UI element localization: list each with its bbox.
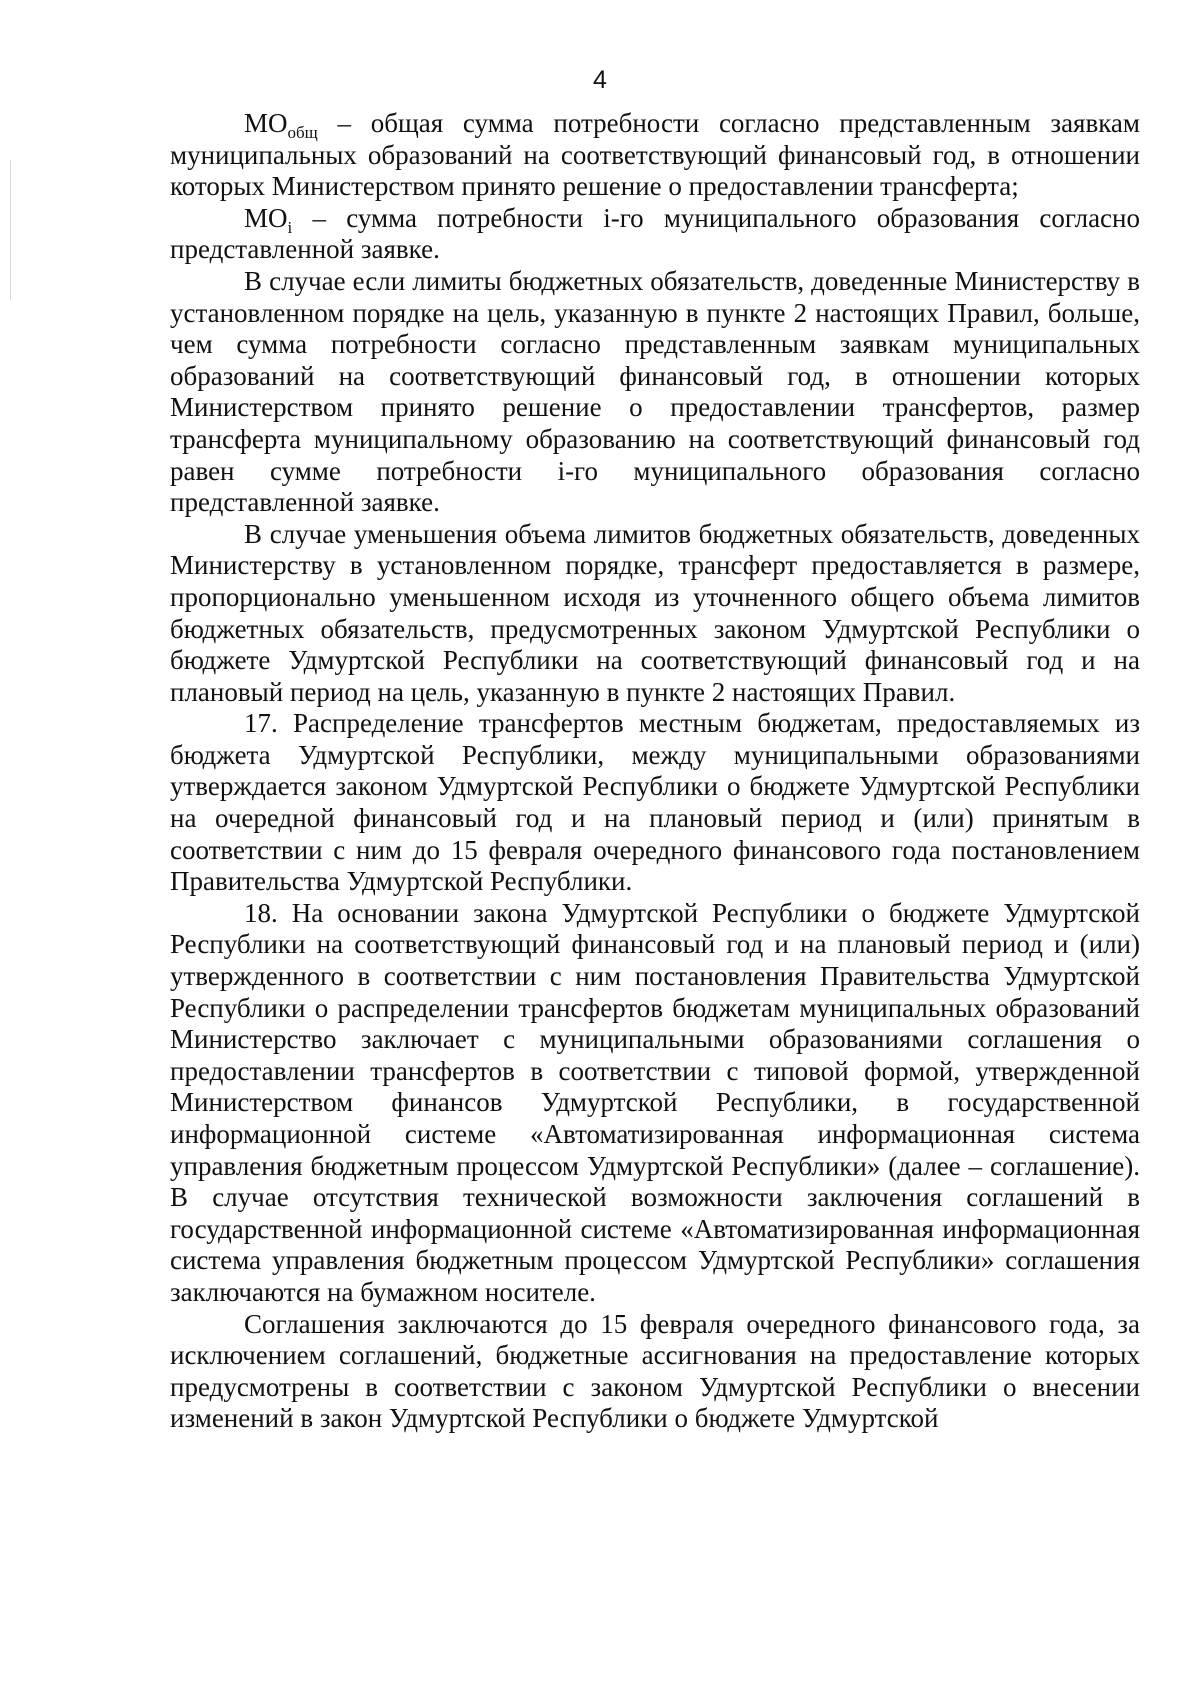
definition-mo-total (170, 108, 1140, 203)
symbol-subscript: общ (287, 123, 318, 142)
paragraph-limits-greater: В случае если лимиты бюджетных обязательств, доведенные Министерству в установленном порядке на цель, указанную в пункте 2 настоящих Правил, больше, чем сумма потребности согласно представленным заявкам муниципальных образований на соответствующий финансовый год, в отношении которых Министерством принято решение о предоставлении трансфертов, размер трансферта муниципальному образованию на соответствующий финансовый год равен сумме потребности i-го муниципального образования согласно представленной заявке. (170, 265, 1140, 518)
document-body (170, 108, 1140, 1435)
symbol-main: МО (244, 202, 288, 233)
symbol-mo-i (244, 202, 293, 237)
definition-text: – общая сумма потребности согласно представленным заявкам муниципальных образований на соответствующий финансовый год, в отношении которых Министерством принято решение о предоставлении трансферта; (170, 108, 1140, 202)
paragraph-item-18: 18. На основании закона Удмуртской Республики о бюджете Удмуртской Республики на соответствующий финансовый год и на плановый период и (или) утвержденного в соответствии с ним постановления Правительства Удмуртской Республики о распределении трансфертов бюджетам муниципальных образований Министерство заключает с муниципальными образованиями соглашения о предоставлении трансфертов в соответствии с типовой формой, утвержденной Министерством финансов Удмуртской Республики, в государственной информационной системе «Автоматизированная информационная система управления бюджетным процессом Удмуртской Республики» (далее – соглашение). В случае отсутствия технической возможности заключения соглашений в государственной информационной системе «Автоматизированная информационная система управления бюджетным процессом Удмуртской Республики» соглашения заключаются на бумажном носителе. (170, 897, 1140, 1307)
symbol-subscript: i (287, 217, 293, 237)
paragraph-item-17: 17. Распределение трансфертов местным бюджетам, предоставляемых из бюджета Удмуртской Республики, между муниципальными образованиями утверждается законом Удмуртской Республики о бюджете Удмуртской Республики на очередной финансовый год и на плановый период и (или) принятым в соответствии с ним до 15 февраля очередного финансового года постановлением Правительства Удмуртской Республики. (170, 708, 1140, 897)
paragraph-agreements-deadline: Соглашения заключаются до 15 февраля очередного финансового года, за исключением соглашений, бюджетные ассигнования на предоставление которых предусмотрены в соответствии с законом Удмуртской Республики о внесении изменений в закон Удмуртской Республики о бюджете Удмуртской (170, 1308, 1140, 1434)
symbol-main: МО (244, 108, 288, 138)
page-number: 4 (593, 66, 607, 94)
scan-margin-line (10, 160, 11, 300)
definition-text: – сумма потребности i-го муниципального образования согласно представленной заявке. (170, 202, 1140, 265)
symbol-mo-total (244, 108, 318, 142)
paragraph-limits-reduction: В случае уменьшения объема лимитов бюджетных обязательств, доведенных Министерству в установленном порядке, трансферт предоставляется в размере, пропорционально уменьшенном исходя из уточненного общего объема лимитов бюджетных обязательств, предусмотренных законом Удмуртской Республики о бюджете Удмуртской Республики на соответствующий финансовый год и на плановый период на цель, указанную в пункте 2 настоящих Правил. (170, 518, 1140, 707)
definition-mo-i (170, 203, 1140, 266)
